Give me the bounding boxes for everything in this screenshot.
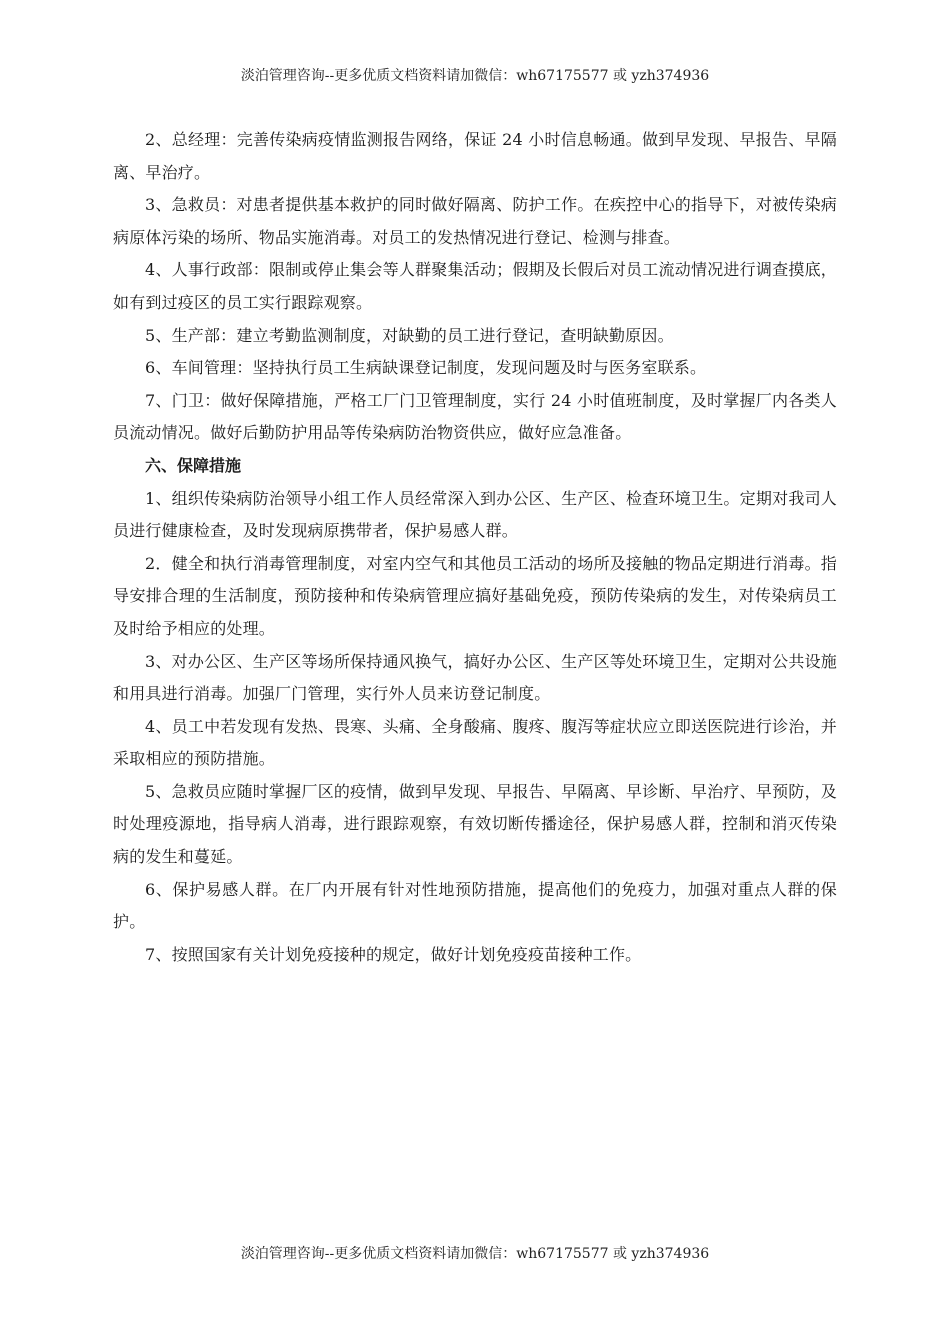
responsibility-hr-admin: 4、人事行政部：限制或停止集会等人群聚集活动；假期及长假后对员工流动情况进行调查摸底，如有到过疫区的员工实行跟踪观察。 <box>113 260 837 312</box>
page-header: 淡泊管理咨询--更多优质文档资料请加微信：wh67175577 或 yzh374936 <box>240 68 710 84</box>
safeguard-item-5: 5、急救员应随时掌握厂区的疫情，做到早发现、早报告、早隔离、早诊断、早治疗、早预防，及时处理疫源地，指导病人消毒，进行跟踪观察，有效切断传播途径，保护易感人群，控制和消灭传染病的发生和蔓延。 <box>113 781 837 867</box>
responsibility-guard: 7、门卫：做好保障措施，严格工厂门卫管理制度，实行 24 小时值班制度，及时掌握厂内各类人员流动情况。做好后勤防护用品等传染病防治物资供应，做好应急准备。 <box>113 390 837 443</box>
section-heading-safeguards: 六、保障措施 <box>145 455 242 475</box>
safeguard-item-1: 1、组织传染病防治领导小组工作人员经常深入到办公区、生产区、检查环境卫生。定期对我司人员进行健康检查，及时发现病原携带者，保护易感人群。 <box>113 488 837 541</box>
responsibility-first-aider: 3、急救员：对患者提供基本救护的同时做好隔离、防护工作。在疾控中心的指导下，对被传染病病原体污染的场所、物品实施消毒。对员工的发热情况进行登记、检测与排查。 <box>113 195 837 247</box>
safeguard-item-3: 3、对办公区、生产区等场所保持通风换气，搞好办公区、生产区等处环境卫生，定期对公共设施和用具进行消毒。加强厂门管理，实行外人员来访登记制度。 <box>113 651 837 704</box>
safeguard-item-6: 6、保护易感人群。在厂内开展有针对性地预防措施，提高他们的免疫力，加强对重点人群的保护。 <box>113 879 837 932</box>
safeguard-item-7: 7、按照国家有关计划免疫接种的规定，做好计划免疫疫苗接种工作。 <box>145 944 642 964</box>
page-footer: 淡泊管理咨询--更多优质文档资料请加微信：wh67175577 或 yzh374936 <box>240 1246 710 1262</box>
safeguard-item-4: 4、员工中若发现有发热、畏寒、头痛、全身酸痛、腹疼、腹泻等症状应立即送医院进行诊治，并采取相应的预防措施。 <box>113 716 837 769</box>
safeguard-item-2: 2．健全和执行消毒管理制度，对室内空气和其他员工活动的场所及接触的物品定期进行消毒。指导安排合理的生活制度，预防接种和传染病管理应搞好基础免疫，预防传染病的发生，对传染病员工及时给予相应的处理。 <box>113 553 837 638</box>
responsibility-production: 5、生产部：建立考勤监测制度，对缺勤的员工进行登记，查明缺勤原因。 <box>145 325 674 345</box>
responsibility-workshop: 6、车间管理：坚持执行员工生病缺课登记制度，发现问题及时与医务室联系。 <box>145 358 707 378</box>
document-body <box>113 124 837 971</box>
responsibility-general-manager: 2、总经理：完善传染病疫情监测报告网络，保证 24 小时信息畅通。做到早发现、早报告、早隔离、早治疗。 <box>113 130 837 182</box>
